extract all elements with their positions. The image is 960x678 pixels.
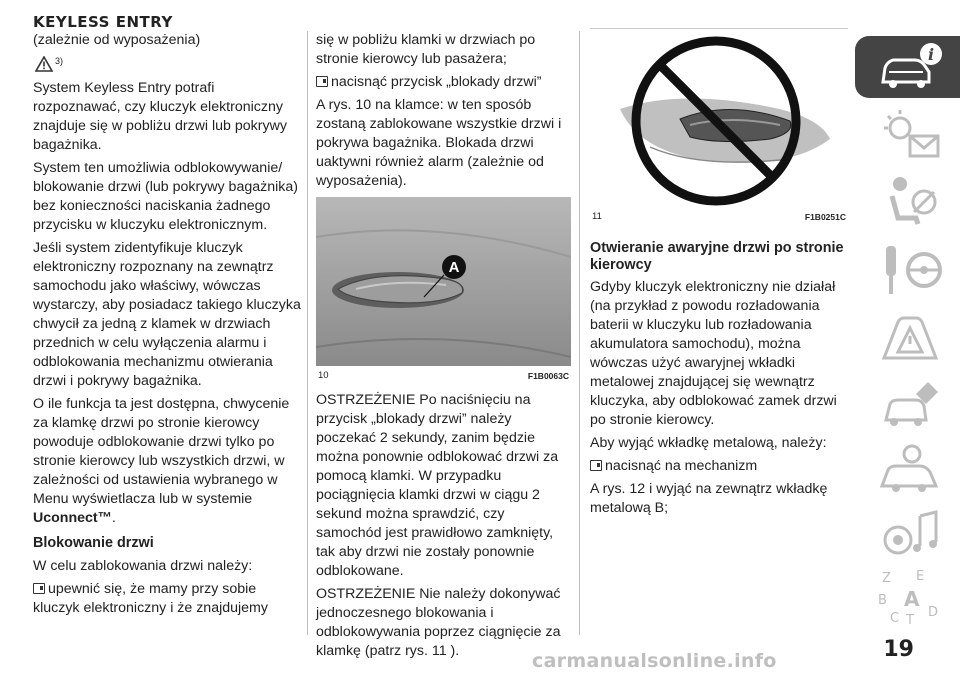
paragraph: Gdyby kluczyk elektroniczny nie działał (na przykład z powodu rozładowania baterii w kluczyku lub rozładowania akumulatora samochodu), można wówczas użyć awaryjnej wkładki metalowej znajdującej się wewnątrz kluczyka, aby odblokować zamek drzwi po stronie kierowcy. — [590, 279, 837, 428]
chapter-sidebar — [856, 36, 960, 644]
page-number: 19 — [883, 637, 914, 662]
paragraph: A rys. 10 na klamce: w ten sposób zostaną zablokowane wszystkie drzwi i pokrywa bagażnika. Blokada drzwi uaktywni również alarm (zależnie od wyposażenia). — [316, 97, 562, 189]
breakdown-icon[interactable] — [876, 308, 946, 368]
bullet-item — [590, 457, 848, 476]
airbag-seat-icon[interactable] — [876, 172, 946, 232]
heading-emergency-opening: Otwieranie awaryjne drzwi po stronie kierowcy — [590, 240, 844, 273]
column-divider — [307, 31, 308, 635]
paragraph: OSTRZEŻENIE Po naciśnięciu na przycisk „blokady drzwi” należy poczekać 2 sekundy, zanim będzie można ponownie odblokować drzwi za pomocą klamki. W przypadku pociągnięcia klamki drzwi w ciągu 2 sekund można sprawdzić, czy samochód jest prawidłowo zamknięty, tak aby drzwi nie zostały ponownie odblokowane. — [316, 392, 559, 579]
figure-number: 10 — [318, 370, 329, 381]
bullet-icon — [590, 460, 602, 471]
svg-text:i: i — [927, 45, 935, 64]
index-icon[interactable] — [876, 568, 946, 628]
figure-caption — [590, 207, 848, 226]
paragraph-text: O ile funkcja ta jest dostępna, chwycenie za klamkę drzwi po stronie kierowcy powoduje odblokowanie drzwi tylko po stronie kierowcy lub wszystkich drzwi, w zależności od ustawienia wybranego w Menu wyświetlacza lub w systemie — [33, 396, 290, 507]
specs-icon[interactable] — [876, 440, 946, 500]
column-2 — [316, 31, 571, 665]
column-divider — [579, 31, 580, 635]
warning-reference[interactable] — [35, 55, 301, 73]
paragraph: OSTRZEŻENIE Nie należy dokonywać jednoczesnego blokowania i odblokowywania poprzez ciągnięcie za klamkę (patrz rys. 11 ). — [316, 586, 561, 659]
index-letter: E — [916, 569, 925, 584]
paragraph: System ten umożliwia odblokowywanie/ blokowanie drzwi (lub pokrywy bagażnika) bez konieczności naciskania żadnego przycisku w kluczyku elektronicznym. — [33, 160, 298, 233]
bullet-icon — [316, 76, 328, 87]
index-letter: Z — [882, 571, 891, 586]
car-info-icon — [875, 38, 945, 98]
index-letter: A — [904, 587, 920, 611]
prohibition-illustration — [590, 29, 848, 207]
watermark: carmanualsonline.info — [532, 650, 777, 672]
figure-code: F1B0251C — [804, 211, 846, 222]
door-handle-illustration — [316, 197, 571, 366]
bullet-item — [316, 73, 571, 92]
uconnect-brand: Uconnect™ — [33, 510, 112, 526]
multimedia-icon[interactable] — [876, 506, 946, 566]
section-subtitle: (zależnie od wyposażenia) — [33, 32, 201, 48]
index-letter: C — [890, 611, 900, 626]
figure-number: 11 — [592, 211, 602, 222]
index-letter: D — [928, 605, 939, 620]
heading-locking: Blokowanie drzwi — [33, 535, 154, 551]
figure-11 — [590, 28, 848, 226]
figure-10 — [316, 197, 571, 385]
paragraph: A rys. 12 i wyjąć na zewnątrz wkładkę metalową B; — [590, 481, 828, 516]
paragraph: Aby wyjąć wkładkę metalową, należy: — [590, 435, 827, 451]
figure-code: F1B0063C — [527, 370, 569, 381]
key-steering-icon[interactable] — [876, 240, 946, 300]
warning-lights-icon[interactable] — [876, 106, 946, 166]
paragraph: W celu zablokowania drzwi należy: — [33, 558, 253, 574]
fig-label-a: A — [448, 259, 460, 276]
paragraph-end: . — [111, 510, 116, 526]
bullet-icon — [33, 583, 45, 594]
bullet-item — [33, 580, 301, 618]
bullet-text: nacisnąć na mechanizm — [605, 458, 758, 474]
paragraph: się w pobliżu klamki w drzwiach po stronie kierowcy lub pasażera; — [316, 32, 536, 67]
figure-caption — [316, 366, 571, 385]
column-3 — [590, 28, 848, 522]
index-letter: T — [906, 613, 914, 628]
sidebar-tab-car-info[interactable] — [855, 36, 960, 98]
bullet-text: nacisnąć przycisk „blokady drzwi” — [331, 74, 542, 90]
paragraph — [33, 395, 301, 528]
paragraph: Jeśli system zidentyfikuje kluczyk elektroniczny rozpoznany na zewnątrz samochodu jako właściwy, wówczas wystarczy, aby posiadacz takiego kluczyka chwycił za jedną z klamek w drzwiach przednich w celu wyłączenia alarmu i odblokowania mechanizmu otwierania drzwi i pokrywy bagażnika. — [33, 240, 301, 389]
bullet-text: upewnić się, że mamy przy sobie kluczyk elektroniczny i że znajdujemy — [33, 581, 268, 616]
maintenance-icon[interactable] — [876, 376, 946, 436]
warning-triangle-icon — [35, 56, 53, 72]
paragraph: System Keyless Entry potrafi rozpoznawać, czy kluczyk elektroniczny znajduje się w pobliżu drzwi lub pokrywy bagażnika. — [33, 80, 287, 153]
warning-ref-number: 3) — [55, 56, 64, 66]
column-1 — [33, 14, 301, 622]
index-letter: B — [878, 593, 887, 608]
section-title: KEYLESS ENTRY — [33, 13, 173, 31]
